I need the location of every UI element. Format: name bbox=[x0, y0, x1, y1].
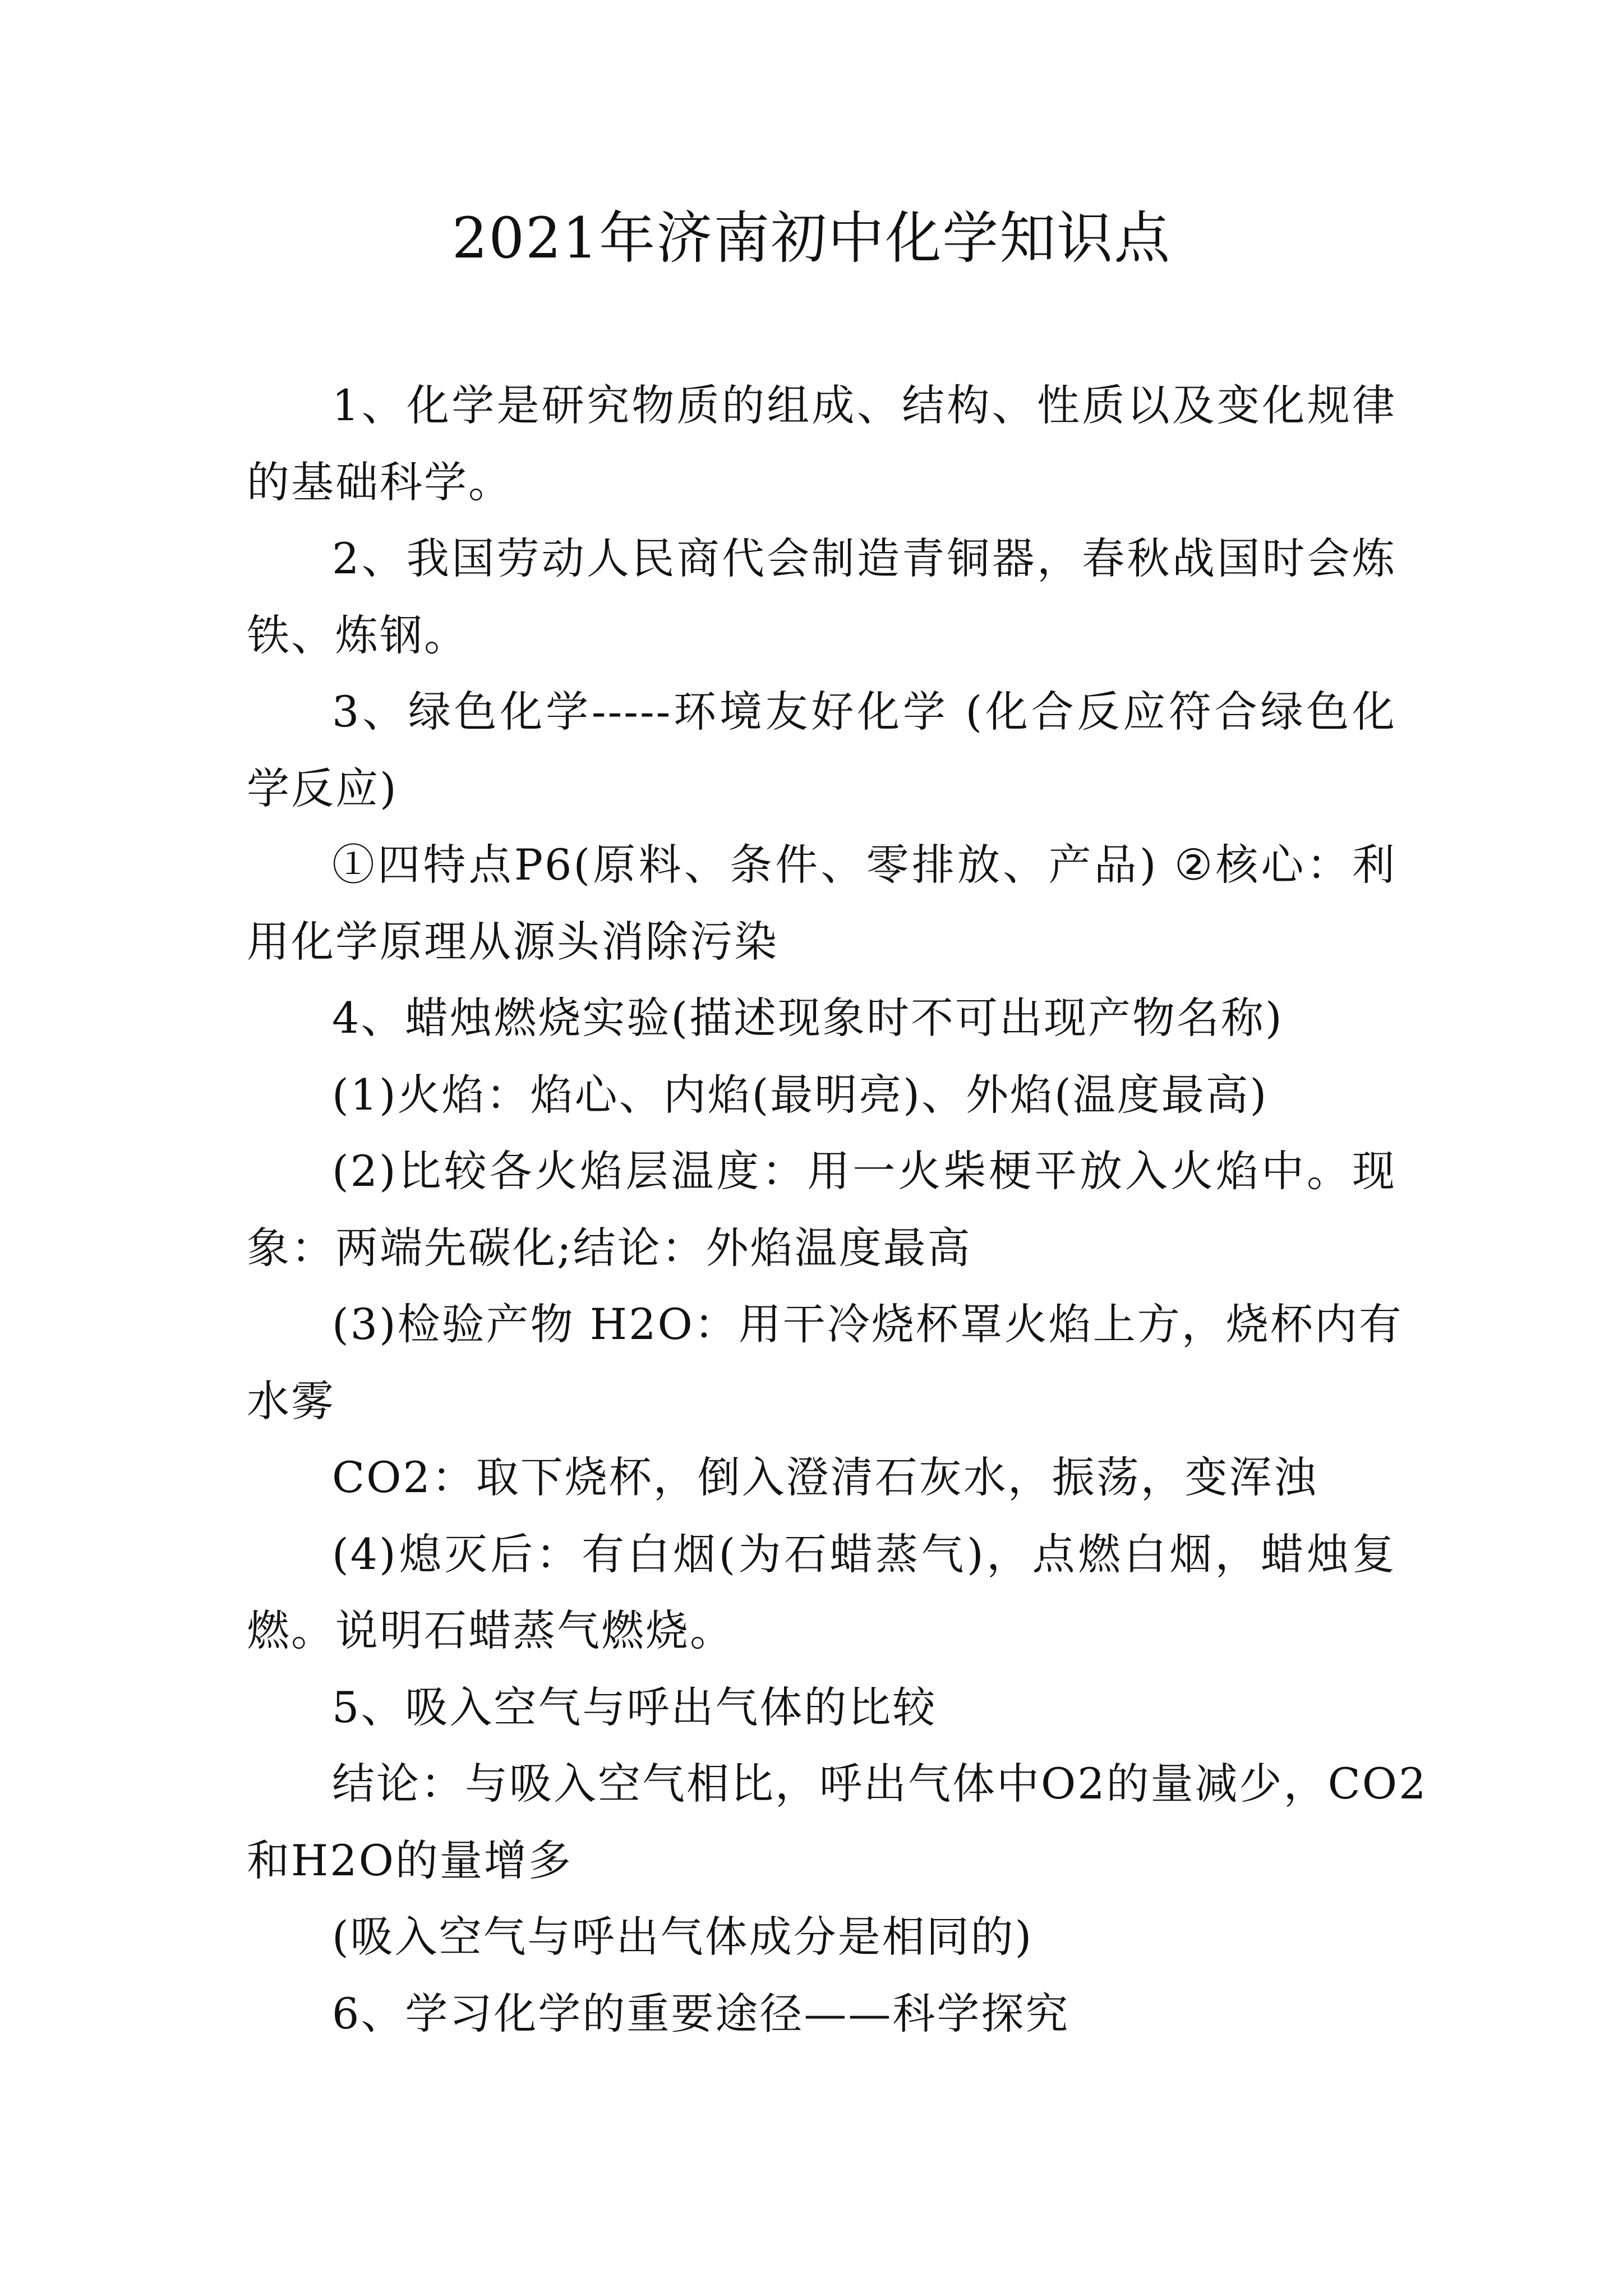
paragraph-line: (3)检验产物 H2O：用干冷烧杯罩火焰上方，烧杯内有 bbox=[332, 1299, 1403, 1349]
paragraph-line: 水雾 bbox=[247, 1375, 335, 1426]
paragraph-line: 象：两端先碳化;结论：外焰温度最高 bbox=[247, 1222, 972, 1273]
document-body bbox=[247, 367, 1428, 2052]
paragraph-line: (2)比较各火焰层温度：用一火柴梗平放入火焰中。现 bbox=[332, 1146, 1396, 1196]
paragraph-line: CO2：取下烧杯，倒入澄清石灰水，振荡，变浑浊 bbox=[332, 1452, 1318, 1502]
paragraph-line: 燃。说明石蜡蒸气燃烧。 bbox=[247, 1605, 734, 1655]
paragraph-line: 5、吸入空气与呼出气体的比较 bbox=[332, 1682, 937, 1732]
paragraph-line: (4)熄灭后：有白烟(为石蜡蒸气)，点燃白烟，蜡烛复 bbox=[332, 1529, 1396, 1579]
paragraph-line: 4、蜡烛燃烧实验(描述现象时不可出现产物名称) bbox=[332, 993, 1284, 1043]
paragraph-line: (吸入空气与呼出气体成分是相同的) bbox=[332, 1912, 1034, 1962]
paragraph-line: 3、绿色化学-----环境友好化学 (化合反应符合绿色化 bbox=[332, 687, 1396, 737]
paragraph-line: 的基础科学。 bbox=[247, 457, 513, 507]
paragraph-line: 学反应) bbox=[247, 763, 398, 813]
paragraph-line: 用化学原理从源头消除污染 bbox=[247, 916, 778, 967]
paragraph-line: (1)火焰：焰心、内焰(最明亮)、外焰(温度最高) bbox=[332, 1069, 1269, 1120]
paragraph-line: 和H2O的量增多 bbox=[247, 1835, 573, 1885]
paragraph-line: ①四特点P6(原料、条件、零排放、产品) ②核心：利 bbox=[332, 840, 1396, 890]
paragraph-line: 1、化学是研究物质的组成、结构、性质以及变化规律 bbox=[332, 380, 1396, 430]
paragraph-line: 2、我国劳动人民商代会制造青铜器，春秋战国时会炼 bbox=[332, 533, 1396, 583]
document-title: 2021年济南初中化学知识点 bbox=[451, 205, 1172, 271]
paragraph-line: 铁、炼钢。 bbox=[247, 610, 468, 660]
paragraph-line: 6、学习化学的重要途径——科学探究 bbox=[332, 1988, 1070, 2039]
paragraph-line: 结论：与吸入空气相比，呼出气体中O2的量减少，CO2 bbox=[332, 1759, 1428, 1809]
